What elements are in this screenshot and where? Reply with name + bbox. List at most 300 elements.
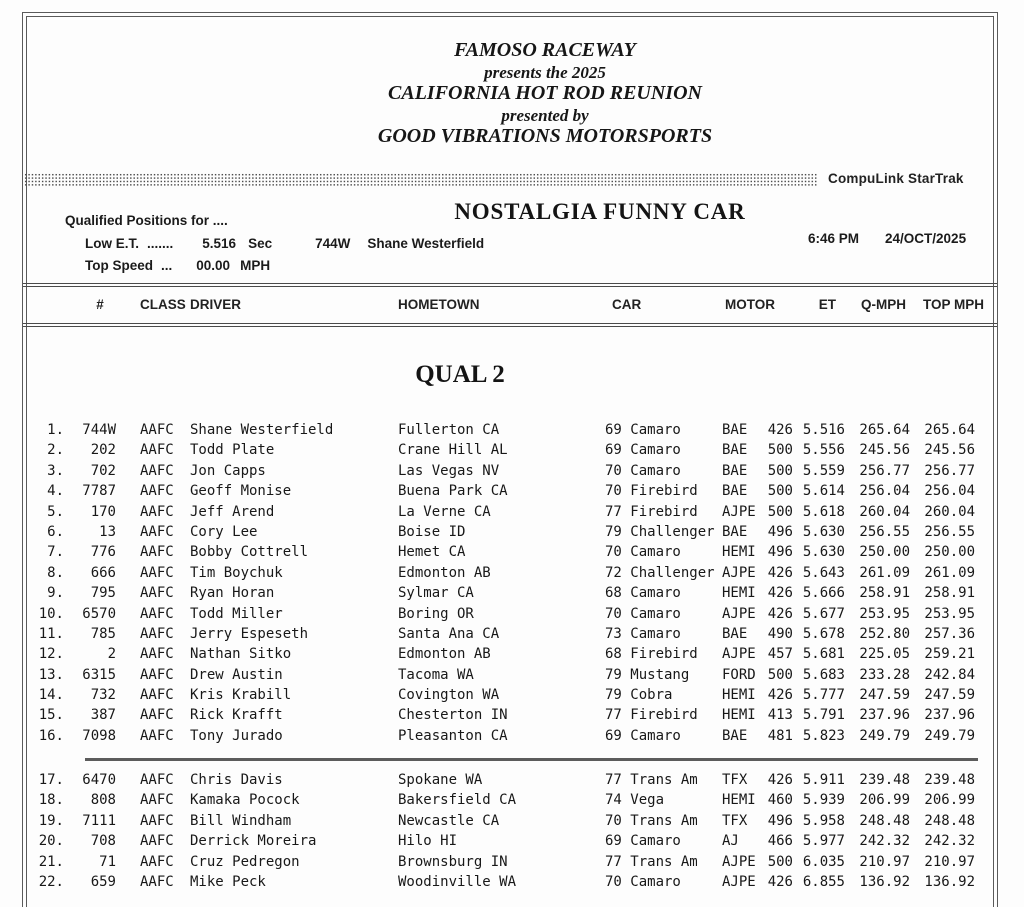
row-position: 2.	[47, 442, 64, 459]
elapsed-time: 5.683	[802, 666, 845, 683]
class-label: AAFC	[140, 792, 174, 809]
column-header-hometown: HOMETOWN	[398, 297, 480, 312]
table-row	[30, 872, 975, 892]
top-mph: 265.64	[924, 422, 975, 438]
qualifying-mph: 233.28	[859, 666, 910, 683]
driver-name: Mike Peck	[190, 873, 266, 890]
column-header-number: #	[96, 297, 104, 312]
table-row	[30, 583, 975, 603]
class-label: AAFC	[140, 503, 174, 520]
row-position: 3.	[47, 462, 64, 479]
motor-size: 457	[767, 646, 793, 663]
top-speed-dots: ...	[161, 258, 173, 273]
car-number: 7787	[82, 483, 116, 500]
top-mph: 249.79	[924, 727, 975, 744]
hometown: Chesterton IN	[398, 707, 508, 724]
driver-name: Tim Boychuk	[190, 564, 283, 581]
car-number: 387	[90, 707, 116, 724]
top-mph: 248.48	[924, 812, 975, 829]
row-position: 9.	[47, 585, 64, 602]
table-row	[30, 624, 975, 644]
car-number: 776	[90, 544, 116, 561]
qualifying-mph: 206.99	[859, 792, 910, 809]
elapsed-time: 5.977	[802, 833, 845, 850]
car-model: 68 Camaro	[605, 585, 681, 602]
hometown: Boring OR	[398, 605, 474, 622]
motor-make: HEMI	[722, 585, 756, 602]
top-mph: 259.21	[924, 646, 975, 663]
row-position: 15.	[38, 707, 64, 724]
hometown: Las Vegas NV	[398, 462, 500, 479]
column-header-driver: DRIVER	[190, 297, 242, 312]
motor-size: 500	[767, 462, 793, 479]
hometown: Hemet CA	[398, 544, 466, 561]
class-label: AAFC	[140, 625, 174, 642]
row-position: 12.	[38, 646, 64, 663]
header-spacer	[30, 297, 68, 312]
class-label: AAFC	[140, 544, 174, 561]
elapsed-time: 5.791	[802, 707, 845, 724]
table-row	[30, 522, 975, 542]
car-model: 69 Camaro	[605, 727, 681, 744]
driver-name: Jon Capps	[190, 462, 266, 479]
qualifying-mph: 258.91	[859, 585, 910, 602]
table-row	[30, 811, 975, 831]
motor-make: AJPE	[722, 605, 756, 622]
motor-make: AJPE	[722, 564, 756, 581]
car-number: 202	[90, 442, 116, 459]
car-model: 73 Camaro	[605, 625, 681, 642]
car-number: 170	[90, 503, 116, 520]
driver-name: Rick Krafft	[190, 707, 283, 724]
qualifying-mph: 256.55	[859, 523, 910, 540]
motor-size: 496	[767, 523, 793, 540]
qualifying-mph: 253.95	[859, 605, 910, 622]
qualifying-mph: 250.00	[859, 544, 910, 561]
row-position: 22.	[38, 873, 64, 890]
driver-name: Todd Miller	[190, 605, 283, 622]
car-number: 702	[90, 462, 116, 479]
class-label: AAFC	[140, 727, 174, 744]
table-row	[30, 852, 975, 872]
low-et-driver: Shane Westerfield	[367, 236, 485, 251]
elapsed-time: 5.777	[802, 687, 845, 704]
top-speed-line	[85, 258, 270, 273]
low-et-label: Low E.T.	[85, 236, 139, 251]
column-header-motor: MOTOR	[725, 297, 775, 312]
driver-name: Todd Plate	[190, 442, 275, 459]
qualifying-mph: 260.04	[859, 503, 910, 520]
table-row	[30, 726, 975, 746]
hometown: Covington WA	[398, 687, 500, 704]
hometown: Tacoma WA	[398, 666, 474, 683]
qualified-results-list	[30, 420, 975, 746]
motor-size: 496	[767, 544, 793, 561]
qualifying-mph: 261.09	[859, 564, 910, 581]
hometown: Hilo HI	[398, 833, 458, 850]
table-row	[30, 420, 975, 440]
top-mph: 261.09	[924, 564, 975, 581]
table-row	[30, 685, 975, 705]
qualifying-mph: 239.48	[859, 772, 910, 788]
hometown: Crane Hill AL	[398, 442, 508, 459]
class-label: AAFC	[140, 564, 174, 581]
row-position: 1.	[47, 422, 64, 438]
car-model: 72 Challenger	[605, 564, 715, 581]
table-row	[30, 705, 975, 725]
hometown: Sylmar CA	[398, 585, 474, 602]
qualifying-mph: 225.05	[859, 646, 910, 663]
car-model: 70 Camaro	[605, 462, 681, 479]
top-mph: 245.56	[924, 442, 975, 459]
motor-size: 426	[767, 687, 793, 704]
car-number: 732	[90, 687, 116, 704]
motor-size: 490	[767, 625, 793, 642]
motor-size: 496	[767, 812, 793, 829]
sponsor-name: GOOD VIBRATIONS MOTORSPORTS	[377, 125, 713, 147]
motor-make: BAE	[722, 727, 748, 744]
event-masthead	[0, 40, 1024, 148]
motor-size: 500	[767, 666, 793, 683]
elapsed-time: 5.556	[802, 442, 845, 459]
motor-make: BAE	[722, 523, 748, 540]
driver-name: Derrick Moreira	[190, 833, 317, 850]
qualifying-mph: 265.64	[859, 422, 910, 438]
motor-make: TFX	[722, 812, 748, 829]
row-position: 10.	[38, 605, 64, 622]
top-mph: 242.84	[924, 666, 975, 683]
driver-name: Jeff Arend	[190, 503, 275, 520]
row-position: 13.	[38, 666, 64, 683]
motor-make: HEMI	[722, 792, 756, 809]
elapsed-time: 5.911	[802, 772, 845, 788]
hometown: La Verne CA	[398, 503, 491, 520]
column-header-row	[30, 297, 984, 312]
car-number: 795	[90, 585, 116, 602]
driver-name: Nathan Sitko	[190, 646, 292, 663]
motor-size: 413	[767, 707, 793, 724]
table-row	[30, 461, 975, 481]
class-label: AAFC	[140, 873, 174, 890]
car-number: 71	[99, 853, 116, 870]
qualifying-mph: 210.97	[859, 853, 910, 870]
driver-name: Jerry Espeseth	[190, 625, 309, 642]
bump-spot-divider	[85, 758, 978, 761]
elapsed-time: 5.939	[802, 792, 845, 809]
elapsed-time: 5.958	[802, 812, 845, 829]
motor-make: HEMI	[722, 687, 756, 704]
low-et-value: 5.516	[202, 236, 237, 251]
motor-size: 460	[767, 792, 793, 809]
hometown: Santa Ana CA	[398, 625, 500, 642]
report-date: 24/OCT/2025	[885, 231, 967, 246]
motor-make: BAE	[722, 422, 748, 438]
top-mph: 256.04	[924, 483, 975, 500]
top-mph: 253.95	[924, 605, 975, 622]
column-header-topmph: TOP MPH	[922, 297, 984, 312]
elapsed-time: 5.678	[802, 625, 845, 642]
car-number: 659	[90, 873, 116, 890]
low-et-dots: .......	[147, 236, 174, 251]
car-number: 13	[99, 523, 116, 540]
top-mph: 210.97	[924, 853, 975, 870]
row-position: 18.	[38, 792, 64, 809]
driver-name: Bill Windham	[190, 812, 292, 829]
driver-name: Cruz Pedregon	[190, 853, 300, 870]
car-model: 79 Mustang	[605, 666, 690, 683]
hometown: Pleasanton CA	[398, 727, 508, 744]
hometown: Newcastle CA	[398, 812, 500, 829]
car-number: 744W	[82, 422, 116, 438]
row-position: 5.	[47, 503, 64, 520]
top-mph: 260.04	[924, 503, 975, 520]
category-title: NOSTALGIA FUNNY CAR	[454, 199, 746, 224]
row-position: 6.	[47, 523, 64, 540]
motor-size: 500	[767, 503, 793, 520]
car-number: 6570	[82, 605, 116, 622]
top-mph: 258.91	[924, 585, 975, 602]
table-row	[30, 563, 975, 583]
driver-name: Cory Lee	[190, 523, 258, 540]
driver-name: Ryan Horan	[190, 585, 275, 602]
top-mph: 250.00	[924, 544, 975, 561]
row-position: 21.	[38, 853, 64, 870]
driver-name: Shane Westerfield	[190, 422, 334, 438]
motor-make: BAE	[722, 442, 748, 459]
motor-size: 481	[767, 727, 793, 744]
column-header-qmph: Q-MPH	[861, 297, 906, 312]
qualifying-mph: 248.48	[859, 812, 910, 829]
top-speed-value: 00.00	[196, 258, 231, 273]
car-model: 79 Cobra	[605, 687, 673, 704]
report-time: 6:46 PM	[808, 231, 860, 246]
motor-make: AJPE	[722, 853, 756, 870]
row-position: 19.	[38, 812, 64, 829]
table-row	[30, 481, 975, 501]
elapsed-time: 5.681	[802, 646, 845, 663]
driver-name: Chris Davis	[190, 772, 283, 788]
hometown: Bakersfield CA	[398, 792, 517, 809]
motor-size: 426	[767, 772, 793, 788]
elapsed-time: 5.614	[802, 483, 845, 500]
presented-by-line: presented by	[501, 105, 589, 125]
motor-size: 426	[767, 585, 793, 602]
session-title: QUAL 2	[415, 361, 505, 388]
car-model: 70 Trans Am	[605, 812, 698, 829]
top-speed-unit: MPH	[240, 258, 271, 273]
hometown: Edmonton AB	[398, 564, 491, 581]
class-label: AAFC	[140, 853, 174, 870]
car-model: 70 Firebird	[605, 483, 698, 500]
top-mph: 237.96	[924, 707, 975, 724]
motor-make: AJ	[722, 833, 739, 850]
elapsed-time: 5.677	[802, 605, 845, 622]
qualified-positions-label: Qualified Positions for ....	[65, 213, 228, 228]
class-label: AAFC	[140, 772, 174, 788]
column-header-car: CAR	[612, 297, 642, 312]
low-et-car-number: 744W	[315, 236, 351, 251]
top-mph: 247.59	[924, 687, 975, 704]
elapsed-time: 5.630	[802, 523, 845, 540]
report-datetime	[808, 231, 966, 246]
class-label: AAFC	[140, 812, 174, 829]
car-model: 79 Challenger	[605, 523, 715, 540]
car-model: 70 Camaro	[605, 873, 681, 890]
dotted-divider	[24, 173, 818, 187]
car-model: 69 Camaro	[605, 442, 681, 459]
row-position: 11.	[38, 625, 64, 642]
header-bottom-rule	[23, 323, 997, 327]
car-number: 785	[90, 625, 116, 642]
motor-make: AJPE	[722, 646, 756, 663]
class-label: AAFC	[140, 442, 174, 459]
car-number: 6470	[82, 772, 116, 788]
car-model: 70 Camaro	[605, 544, 681, 561]
car-number: 7098	[82, 727, 116, 744]
qualifying-mph: 249.79	[859, 727, 910, 744]
car-number: 7111	[82, 812, 116, 829]
car-number: 2	[107, 646, 116, 663]
table-row	[30, 831, 975, 851]
car-number: 808	[90, 792, 116, 809]
elapsed-time: 5.618	[802, 503, 845, 520]
top-speed-label: Top Speed	[85, 258, 154, 273]
top-mph: 136.92	[924, 873, 975, 890]
car-model: 77 Firebird	[605, 707, 698, 724]
elapsed-time: 5.559	[802, 462, 845, 479]
hometown: Buena Park CA	[398, 483, 508, 500]
top-mph: 257.36	[924, 625, 975, 642]
table-row	[30, 440, 975, 460]
presents-line: presents the 2025	[484, 62, 606, 82]
hometown: Brownsburg IN	[398, 853, 508, 870]
motor-size: 426	[767, 564, 793, 581]
qualifying-mph: 242.32	[859, 833, 910, 850]
top-mph: 256.55	[924, 523, 975, 540]
driver-name: Bobby Cottrell	[190, 544, 309, 561]
driver-name: Geoff Monise	[190, 483, 292, 500]
motor-make: AJPE	[722, 503, 756, 520]
hometown: Boise ID	[398, 523, 466, 540]
column-header-class: CLASS	[140, 297, 186, 312]
car-model: 77 Trans Am	[605, 853, 698, 870]
car-model: 70 Camaro	[605, 605, 681, 622]
header-top-rule	[23, 283, 997, 287]
track-name: FAMOSO RACEWAY	[454, 39, 636, 61]
row-position: 20.	[38, 833, 64, 850]
row-position: 8.	[47, 564, 64, 581]
motor-make: AJPE	[722, 873, 756, 890]
motor-size: 426	[767, 605, 793, 622]
row-position: 14.	[38, 687, 64, 704]
elapsed-time: 6.035	[802, 853, 845, 870]
car-model: 77 Firebird	[605, 503, 698, 520]
table-row	[30, 502, 975, 522]
class-label: AAFC	[140, 585, 174, 602]
top-mph: 206.99	[924, 792, 975, 809]
car-number: 6315	[82, 666, 116, 683]
elapsed-time: 5.516	[802, 422, 845, 438]
qualifying-mph: 245.56	[859, 442, 910, 459]
column-header-et: ET	[818, 297, 836, 312]
top-mph: 239.48	[924, 772, 975, 788]
elapsed-time: 5.666	[802, 585, 845, 602]
row-position: 7.	[47, 544, 64, 561]
qualifying-mph: 247.59	[859, 687, 910, 704]
class-label: AAFC	[140, 666, 174, 683]
low-et-line	[85, 236, 484, 251]
elapsed-time: 5.823	[802, 727, 845, 744]
top-mph: 242.32	[924, 833, 975, 850]
row-position: 4.	[47, 483, 64, 500]
table-row	[30, 542, 975, 562]
car-model: 68 Firebird	[605, 646, 698, 663]
table-row	[30, 644, 975, 664]
class-label: AAFC	[140, 687, 174, 704]
car-number: 708	[90, 833, 116, 850]
motor-make: TFX	[722, 772, 748, 788]
motor-make: BAE	[722, 483, 748, 500]
top-mph: 256.77	[924, 462, 975, 479]
car-model: 77 Trans Am	[605, 772, 698, 788]
class-label: AAFC	[140, 462, 174, 479]
non-qualified-results-list	[30, 770, 975, 892]
car-model: 69 Camaro	[605, 422, 681, 438]
qualifying-mph: 252.80	[859, 625, 910, 642]
table-row	[30, 604, 975, 624]
table-row	[30, 790, 975, 810]
car-model: 74 Vega	[605, 792, 665, 809]
motor-make: HEMI	[722, 707, 756, 724]
hometown: Fullerton CA	[398, 422, 500, 438]
elapsed-time: 5.643	[802, 564, 845, 581]
class-label: AAFC	[140, 605, 174, 622]
driver-name: Kamaka Pocock	[190, 792, 300, 809]
table-row	[30, 770, 975, 790]
class-label: AAFC	[140, 523, 174, 540]
row-position: 16.	[38, 727, 64, 744]
car-number: 666	[90, 564, 116, 581]
motor-size: 500	[767, 483, 793, 500]
class-label: AAFC	[140, 483, 174, 500]
motor-size: 426	[767, 422, 793, 438]
driver-name: Drew Austin	[190, 666, 283, 683]
motor-size: 426	[767, 873, 793, 890]
row-position: 17.	[38, 772, 64, 788]
elapsed-time: 5.630	[802, 544, 845, 561]
event-name: CALIFORNIA HOT ROD REUNION	[388, 82, 702, 104]
class-label: AAFC	[140, 422, 174, 438]
qualifying-mph: 256.77	[859, 462, 910, 479]
driver-name: Tony Jurado	[190, 727, 283, 744]
hometown: Spokane WA	[398, 772, 483, 788]
qualifying-mph: 237.96	[859, 707, 910, 724]
timing-system-brand: CompuLink StarTrak	[828, 171, 964, 186]
motor-make: BAE	[722, 625, 748, 642]
motor-make: FORD	[722, 666, 756, 683]
class-label: AAFC	[140, 707, 174, 724]
hometown: Edmonton AB	[398, 646, 491, 663]
motor-size: 500	[767, 442, 793, 459]
driver-name: Kris Krabill	[190, 687, 292, 704]
motor-size: 500	[767, 853, 793, 870]
qualifying-mph: 256.04	[859, 483, 910, 500]
hometown: Woodinville WA	[398, 873, 517, 890]
class-label: AAFC	[140, 646, 174, 663]
motor-make: HEMI	[722, 544, 756, 561]
table-row	[30, 665, 975, 685]
motor-make: BAE	[722, 462, 748, 479]
